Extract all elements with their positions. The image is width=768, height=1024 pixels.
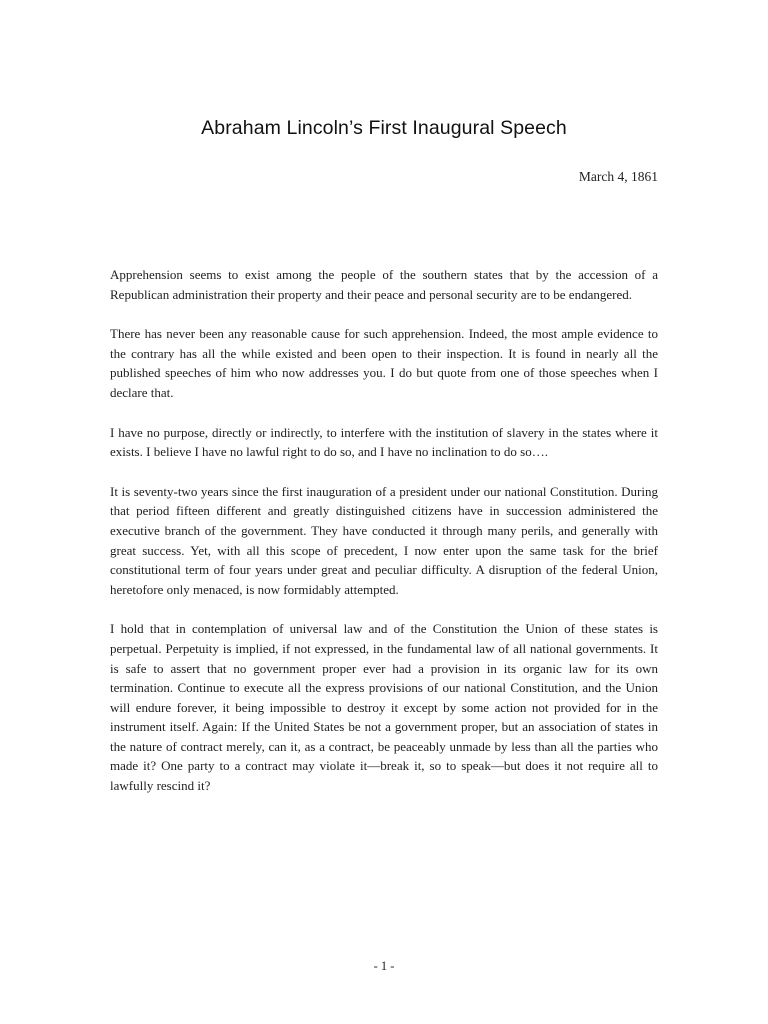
paragraph-1: Apprehension seems to exist among the people of the southern states that by the accession of a Republican administration their property and their peace and personal security are to be endangered.: [110, 267, 658, 302]
paragraph-4: It is seventy-two years since the first inauguration of a president under our national Constitution. During that period fifteen different and greatly distinguished citizens have in succession administered the executive branch of the government. They have conducted it through many perils, and generally with great success. Yet, with all this scope of precedent, I now enter upon the same task for the brief constitutional term of four years under great and peculiar difficulty. A disruption of the federal Union, heretofore only menaced, is now formidably attempted.: [110, 483, 658, 597]
paragraph-2: There has never been any reasonable cause for such apprehension. Indeed, the most ample evidence to the contrary has all the while existed and been open to their inspection. It is found in nearly all the published speeches of him who now addresses you. I do but quote from one of those speeches when I declare that.: [110, 326, 658, 400]
document-title: Abraham Lincoln’s First Inaugural Speech: [201, 117, 567, 139]
paragraph-3: I have no purpose, directly or indirectly, to interfere with the institution of slavery in the states where it exists. I believe I have no lawful right to do so, and I have no inclination to do so….: [110, 424, 658, 460]
speech-date: March 4, 1861: [578, 169, 658, 184]
page-number: - 1 -: [373, 959, 395, 973]
paragraph-5: I hold that in contemplation of universal law and of the Constitution the Union of these states is perpetual. Perpetuity is implied, if not expressed, in the fundamental law of all national governments. It is safe to assert that no government proper ever had a provision in its organic law for its own termination. Continue to execute all the express provisions of our national Constitution, and the Union will endure forever, it being impossible to destroy it except by some action not provided for in the instrument itself. Again: If the United States be not a government proper, but an association of states in the nature of contract merely, can it, as a contract, be peaceably unmade by less than all the parties who made it? One party to a contract may violate it—break it, so to speak—but does it not require all to lawfully rescind it?: [110, 621, 658, 794]
speech-body: [110, 265, 658, 816]
